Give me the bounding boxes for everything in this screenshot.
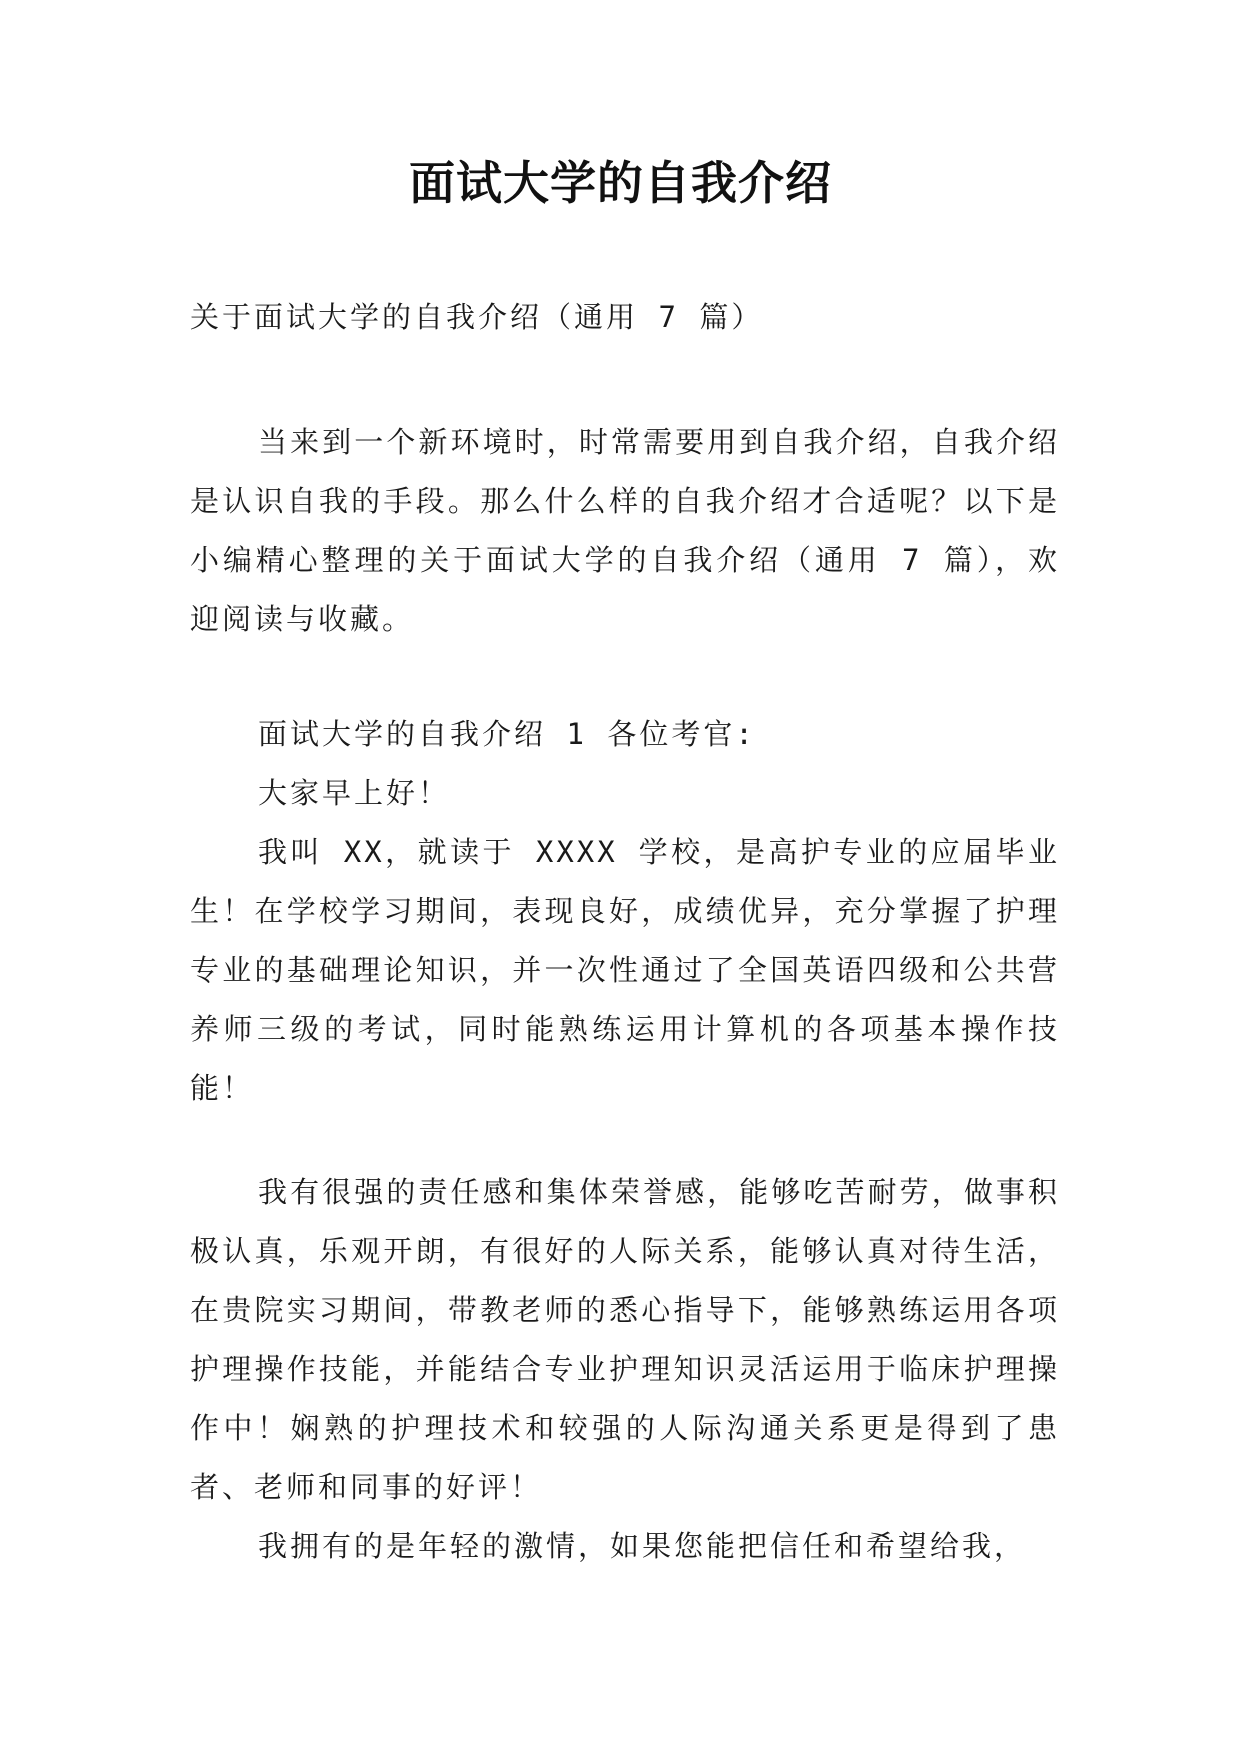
body-paragraph: 我叫 XX，就读于 XXXX 学校，是高护专业的应届毕业生！在学校学习期间，表现良好，成绩优异，充分掌握了护理专业的基础理论知识，并一次性通过了全国英语四级和公共营养师三级的考试，同时能熟练运用计算机的各项基本操作技能！ bbox=[190, 835, 1060, 1105]
body-paragraph: 我拥有的是年轻的激情，如果您能把信任和希望给我， bbox=[258, 1529, 1027, 1563]
section-heading: 面试大学的自我介绍 1 各位考官: bbox=[258, 717, 756, 751]
body-paragraph: 我有很强的责任感和集体荣誉感，能够吃苦耐劳，做事积极认真，乐观开朗，有很好的人际关系，能够认真对待生活，在贵院实习期间，带教老师的悉心指导下，能够熟练运用各项护理操作技能，并能结合专业护理知识灵活运用于临床护理操作中！娴熟的护理技术和较强的人际沟通关系更是得到了患者、老师和同事的好评！ bbox=[190, 1175, 1060, 1504]
intro-paragraph: 当来到一个新环境时，时常需要用到自我介绍，自我介绍是认识自我的手段。那么什么样的自我介绍才合适呢？以下是小编精心整理的关于面试大学的自我介绍（通用 7 篇），欢迎阅读与收藏。 bbox=[190, 425, 1060, 636]
section-1-continued bbox=[190, 1163, 1060, 1576]
greeting-paragraph: 大家早上好！ bbox=[258, 776, 451, 810]
section-1 bbox=[190, 705, 1060, 1118]
document-title: 面试大学的自我介绍 bbox=[409, 156, 832, 210]
document-subtitle: 关于面试大学的自我介绍（通用 7 篇） bbox=[190, 300, 764, 334]
intro-block bbox=[190, 413, 1060, 649]
